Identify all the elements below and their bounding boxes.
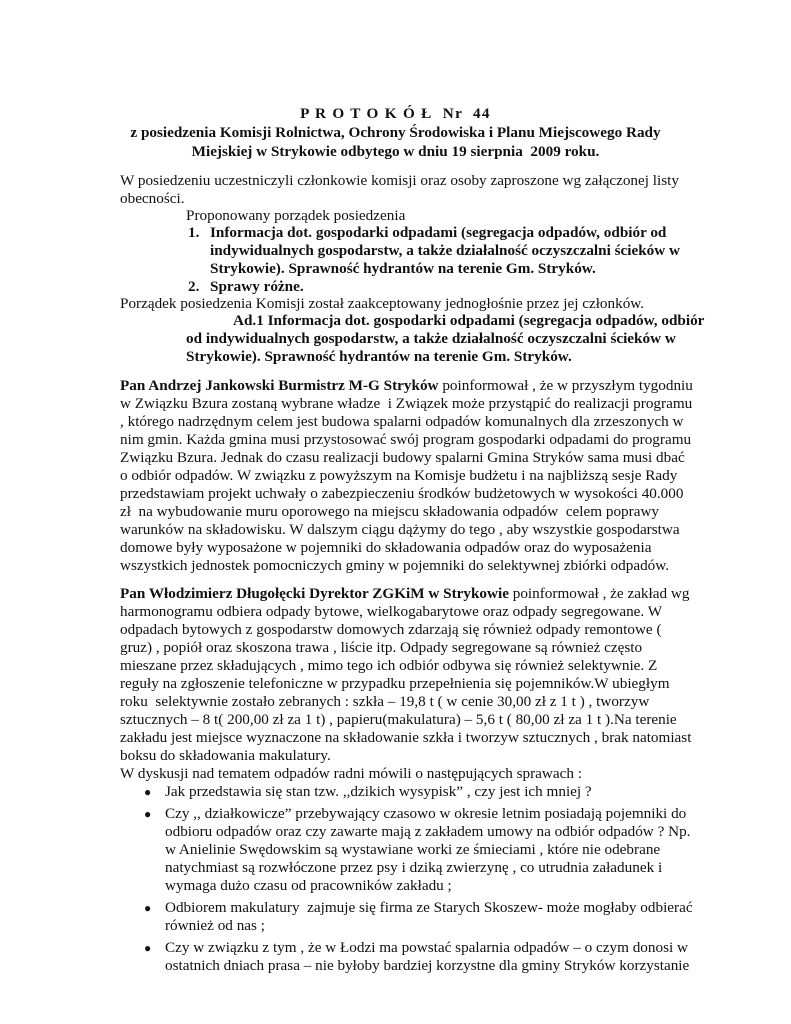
- discussion-item-line: natychmiast są rozwłóczone przez psy i dziką zwierzynę , co utrudnia załadunek i: [165, 859, 663, 876]
- agenda-item-line: indywidualnych gospodarstw, a także działalność oczyszczalni ścieków w: [210, 242, 680, 259]
- bullet-icon: ●: [144, 941, 152, 955]
- speaker-statement-start: poinformował , że zakład wg: [508, 585, 690, 602]
- ad1-heading-line: od indywidualnych gospodarstw, a także działalność oczyszczalni ścieków w: [186, 330, 676, 347]
- agenda-item-line: Sprawy różne.: [210, 278, 304, 295]
- section2-line: boksu do składowania makulatury.: [120, 747, 331, 764]
- section1-line: , którego nadrzędnym celem jest budowa spalarni odpadów komunalnych dla zrzeszonych w: [120, 413, 684, 430]
- section2-line: gruz) , popiół oraz skoszona trawa , liście itp. Odpady segregowane są również często: [120, 639, 643, 656]
- discussion-item-line: Jak przedstawia się stan tzw. ,,dzikich wysypisk” , czy jest ich mniej ?: [165, 783, 592, 800]
- section1-line: nim gmin. Każda gmina musi przystosować swój program gospodarki odpadami do programu: [120, 431, 692, 448]
- section1-line: domowe były wyposażone w pojemniki do składowania odpadów oraz do wyposażenia: [120, 539, 652, 556]
- section2-first-line: [120, 584, 689, 603]
- discussion-item-line: w Anielinie Swędowskim są wystawiane worki ze śmieciami , które nie odebrane: [165, 841, 661, 858]
- section2-line: W dyskusji nad tematem odpadów radni mówili o następujących sprawach :: [120, 765, 582, 782]
- section2-line: reguły na zgłoszenie telefoniczne w przypadku przepełnienia się pojemników.W ubiegłym: [120, 675, 670, 692]
- section1-first-line: [120, 376, 693, 395]
- agenda-number: 2.: [188, 278, 200, 295]
- section2-line: mieszane przez składujących , mimo tego ich odbiór odbywa się również selektywnie. Z: [120, 657, 658, 674]
- section2-line: odpadach bytowych z gospodarstw domowych zdarzają się również odpady remontowe (: [120, 621, 662, 638]
- document-subtitle-line: Miejskiej w Strykowie odbytego w dniu 19 sierpnia 2009 roku.: [191, 143, 600, 160]
- discussion-item-line: Czy ,, działkowicze” przebywający czasowo w okresie letnim posiadają pojemniki do: [165, 805, 687, 822]
- agenda-number: 1.: [188, 224, 200, 241]
- section1-line: o odbiór odpadów. W związku z powyższym na Komisje budżetu i na najbliższą sesje Rady: [120, 467, 678, 484]
- agenda-heading: Proponowany porządek posiedzenia: [186, 207, 406, 224]
- agenda-item-line: Strykowie). Sprawność hydrantów na terenie Gm. Stryków.: [210, 260, 596, 277]
- section1-line: Związku Bzura. Jednak do czasu realizacji budowy spalarni Gmina Stryków sama musi dbać: [120, 449, 685, 466]
- section2-line: harmonogramu odbiera odpady bytowe, wielkogabarytowe oraz odpady segregowane. W: [120, 603, 663, 620]
- discussion-item-line: również od nas ;: [165, 917, 265, 934]
- section1-line: w Związku Bzura zostaną wybrane władze i Związek może przystąpić do realizacji programu: [120, 395, 693, 412]
- discussion-item-line: Odbiorem makulatury zajmuje się firma ze Starych Skoszew- może mogłaby odbierać: [165, 899, 693, 916]
- intro-line: W posiedzeniu uczestniczyli członkowie komisji oraz osoby zaproszone wg załączonej listy: [120, 172, 679, 189]
- speaker-statement-start: poinformował , że w przyszłym tygodniu: [438, 377, 693, 394]
- ad1-heading-line: Strykowie). Sprawność hydrantów na terenie Gm. Stryków.: [186, 348, 572, 365]
- document-title: P R O T O K Ó Ł Nr 44: [300, 105, 491, 122]
- discussion-item-line: odbioru odpadów oraz czy zawarte mają z zakładem umowy na odbiór odpadów ? Np.: [165, 823, 691, 840]
- discussion-item-line: Czy w związku z tym , że w Łodzi ma powstać spalarnia odpadów – o czym donosi w: [165, 939, 688, 956]
- bullet-icon: ●: [144, 901, 152, 915]
- section1-line: przedstawiam projekt uchwały o zabezpieczeniu środków budżetowych w wysokości 40.000: [120, 485, 684, 502]
- section1-line: warunków na składowisku. W dalszym ciągu dążymy do tego , aby wszystkie gospodarstwa: [120, 521, 680, 538]
- document-subtitle-line: z posiedzenia Komisji Rolnictwa, Ochrony Środowiska i Planu Miejscowego Rady: [130, 124, 661, 141]
- section2-line: sztucznych – 8 t( 200,00 zł za 1 t) , papieru(makulatura) – 5,6 t ( 80,00 zł za 1 t ).Na terenie: [120, 711, 677, 728]
- section2-line: zakładu jest miejsce wyznaczone na składowanie szkła i tworzyw sztucznych , brak natomiast: [120, 729, 692, 746]
- agenda-item-line: Informacja dot. gospodarki odpadami (segregacja odpadów, odbiór od: [210, 224, 667, 241]
- section2-line: roku selektywnie zostało zebranych : szkła – 19,8 t ( w cenie 30,00 zł z 1 t ) , tworzyw: [120, 693, 650, 710]
- agenda-accepted-note: Porządek posiedzenia Komisji został zaakceptowany jednogłośnie przez jej członków.: [120, 295, 645, 312]
- ad1-heading-line: Ad.1 Informacja dot. gospodarki odpadami (segregacja odpadów, odbiór: [233, 312, 705, 329]
- intro-line: obecności.: [120, 190, 185, 207]
- discussion-item-line: ostatnich dniach prasa – nie byłoby bardziej korzystne dla gminy Stryków korzystanie: [165, 957, 690, 974]
- bullet-icon: ●: [144, 807, 152, 821]
- speaker-name: Pan Andrzej Jankowski Burmistrz M-G Stryków: [120, 377, 439, 394]
- bullet-icon: ●: [144, 785, 152, 799]
- discussion-item-line: wymaga dużo czasu od pracowników zakładu ;: [165, 877, 452, 894]
- section1-line: zł na wybudowanie muru oporowego na miejscu składowania odpadów celem poprawy: [120, 503, 660, 520]
- speaker-name: Pan Włodzimierz Długołęcki Dyrektor ZGKiM w Strykowie: [120, 585, 509, 602]
- section1-line: wszystkich jednostek pomocniczych gminy w pojemniki do selektywnej zbiórki odpadów.: [120, 557, 670, 574]
